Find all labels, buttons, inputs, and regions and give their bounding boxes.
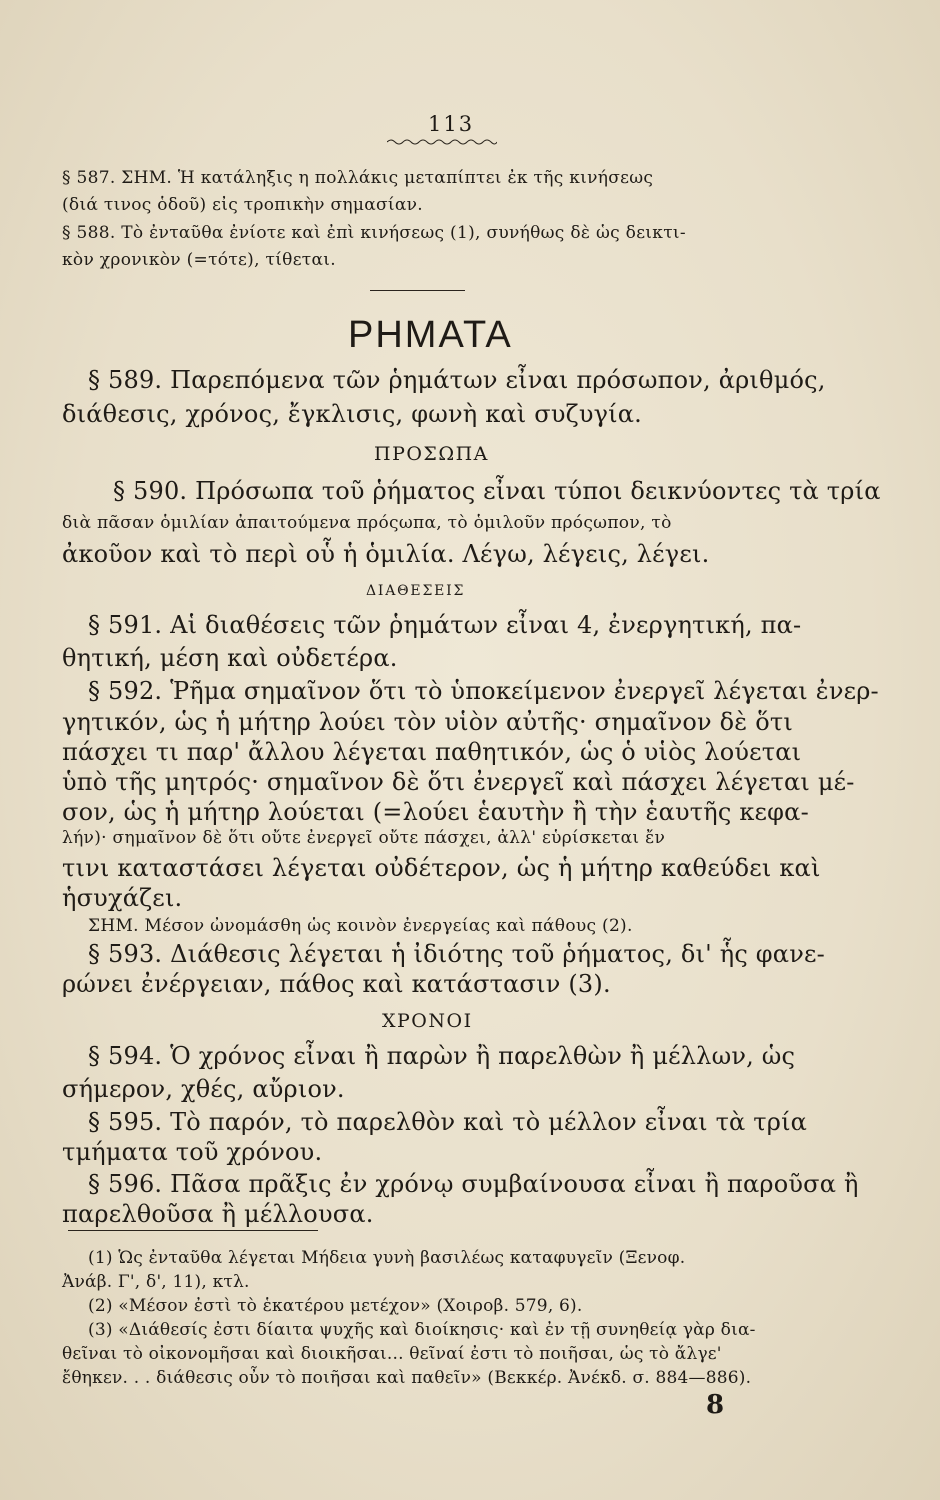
section-591-line-2: θητική, μέση καὶ οὐδετέρα.	[62, 644, 398, 672]
heading-rhmata: ΡΗΜΑΤΑ	[348, 314, 513, 356]
heading-xronoi: ΧΡΟΝΟΙ	[382, 1010, 473, 1032]
section-592-line-3: πάσχει τι παρ' ἄλλου λέγεται παθητικόν, ὡς ὁ υἱὸς λούεται	[62, 738, 802, 766]
footnote-1-line-2: Ἀνάβ. Γ', δ', 11), κτλ.	[62, 1272, 250, 1292]
section-592-line-5: σον, ὡς ἡ μήτηρ λούεται (=λούει ἑαυτὴν ἢ τὴν ἑαυτῆς κεφα-	[62, 798, 809, 826]
footnote-divider	[68, 1230, 318, 1231]
section-593-line-2: ρώνει ἐνέργειαν, πάθος καὶ κατάστασιν (3).	[62, 970, 611, 998]
section-592-line-8: ἡσυχάζει.	[62, 884, 183, 912]
footnote-2: (2) «Μέσον ἐστὶ τὸ ἑκατέρου μετέχον» (Χοιροβ. 579, 6).	[88, 1296, 583, 1316]
page-number: 113	[428, 112, 475, 136]
footnote-3-line-3: ἔθηκεν. . . διάθεσις οὖν τὸ ποιῆσαι καὶ παθεῖν» (Βεκκέρ. Ἀνέκδ. σ. 884—886).	[62, 1368, 752, 1388]
section-591-line-1: § 591. Αἱ διαθέσεις τῶν ῥημάτων εἶναι 4, ἐνεργητική, πα-	[88, 611, 802, 639]
signature-mark: 8	[706, 1390, 725, 1420]
section-592-line-1: § 592. Ῥῆμα σημαῖνον ὅτι τὸ ὑποκείμενον ἐνεργεῖ λέγεται ἐνερ-	[88, 677, 879, 705]
section-595-line-1: § 595. Τὸ παρόν, τὸ παρελθὸν καὶ τὸ μέλλον εἶναι τὰ τρία	[88, 1108, 808, 1136]
shm-meson-note: ΣΗΜ. Μέσον ὠνομάσθη ὡς κοινὸν ἐνεργείας καὶ πάθους (2).	[88, 916, 633, 936]
footnote-1-line-1: (1) Ὡς ἐνταῦθα λέγεται Μήδεια γυνὴ βασιλέως καταφυγεῖν (Ξενοφ.	[88, 1248, 686, 1268]
section-588-line-1: § 588. Τὸ ἐνταῦθα ἐνίοτε καὶ ἐπὶ κινήσεως (1), συνήθως δὲ ὡς δεικτι-	[62, 223, 686, 243]
section-589-line-2: διάθεσις, χρόνος, ἔγκλισις, φωνὴ καὶ συζυγία.	[62, 400, 642, 428]
section-596-line-2: παρελθοῦσα ἢ μέλλουσα.	[62, 1200, 374, 1228]
ornament-wavy-rule	[387, 138, 497, 146]
section-587-line-2: (διά τινος ὁδοῦ) εἰς τροπικὴν σημασίαν.	[62, 195, 423, 215]
section-593-line-1: § 593. Διάθεσις λέγεται ἡ ἰδιότης τοῦ ῥήματος, δι' ἧς φανε-	[88, 940, 825, 968]
section-divider	[370, 290, 465, 291]
section-592-line-6: λήν)· σημαῖνον δὲ ὅτι οὔτε ἐνεργεῖ οὔτε πάσχει, ἀλλ' εὑρίσκεται ἔν	[62, 828, 666, 848]
section-588-line-2: κὸν χρονικὸν (=τότε), τίθεται.	[62, 250, 336, 270]
footnote-3-line-1: (3) «Διάθεσίς ἐστι δίαιτα ψυχῆς καὶ διοίκησις· καὶ ἐν τῇ συνηθείᾳ γὰρ δια-	[88, 1320, 756, 1340]
heading-proswpa: ΠΡΟΣΩΠΑ	[374, 443, 489, 465]
footnote-3-line-2: θεῖναι τὸ οἰκονομῆσαι καὶ διοικῆσαι... θεῖναί ἐστι τὸ ποιῆσαι, ὡς τὸ ἄλγε'	[62, 1344, 722, 1364]
section-595-line-2: τμήματα τοῦ χρόνου.	[62, 1138, 323, 1166]
section-590-line-1: § 590. Πρόσωπα τοῦ ῥήματος εἶναι τύποι δεικνύοντες τὰ τρία	[113, 477, 881, 505]
section-590-line-3: ἀκοῦον καὶ τὸ περὶ οὗ ἡ ὁμιλία. Λέγω, λέγεις, λέγει.	[62, 540, 710, 568]
section-592-line-4: ὑπὸ τῆς μητρός· σημαῖνον δὲ ὅτι ἐνεργεῖ καὶ πάσχει λέγεται μέ-	[62, 768, 855, 796]
section-596-line-1: § 596. Πᾶσα πρᾶξις ἐν χρόνῳ συμβαίνουσα εἶναι ἢ παροῦσα ἢ	[88, 1170, 859, 1198]
heading-diatheseis: ΔΙΑΘΕΣΕΙΣ	[366, 583, 466, 599]
section-592-line-7: τινι καταστάσει λέγεται οὐδέτερον, ὡς ἡ μήτηρ καθεύδει καὶ	[62, 854, 821, 882]
section-592-line-2: γητικόν, ὡς ἡ μήτηρ λούει τὸν υἱὸν αὐτῆς· σημαῖνον δὲ ὅτι	[62, 708, 793, 736]
section-589-line-1: § 589. Παρεπόμενα τῶν ῥημάτων εἶναι πρόσωπον, ἀριθμός,	[88, 366, 826, 394]
section-590-line-2: διὰ πᾶσαν ὁμιλίαν ἀπαιτούμενα πρόςωπα, τὸ ὁμιλοῦν πρόςωπον, τὸ	[62, 513, 672, 533]
section-587-line-1: § 587. ΣΗΜ. Ἡ κατάληξις η πολλάκις μεταπίπτει ἐκ τῆς κινήσεως	[62, 168, 654, 188]
section-594-line-2: σήμερον, χθές, αὔριον.	[62, 1075, 345, 1103]
section-594-line-1: § 594. Ὁ χρόνος εἶναι ἢ παρὼν ἢ παρελθὼν ἢ μέλλων, ὡς	[88, 1042, 796, 1070]
